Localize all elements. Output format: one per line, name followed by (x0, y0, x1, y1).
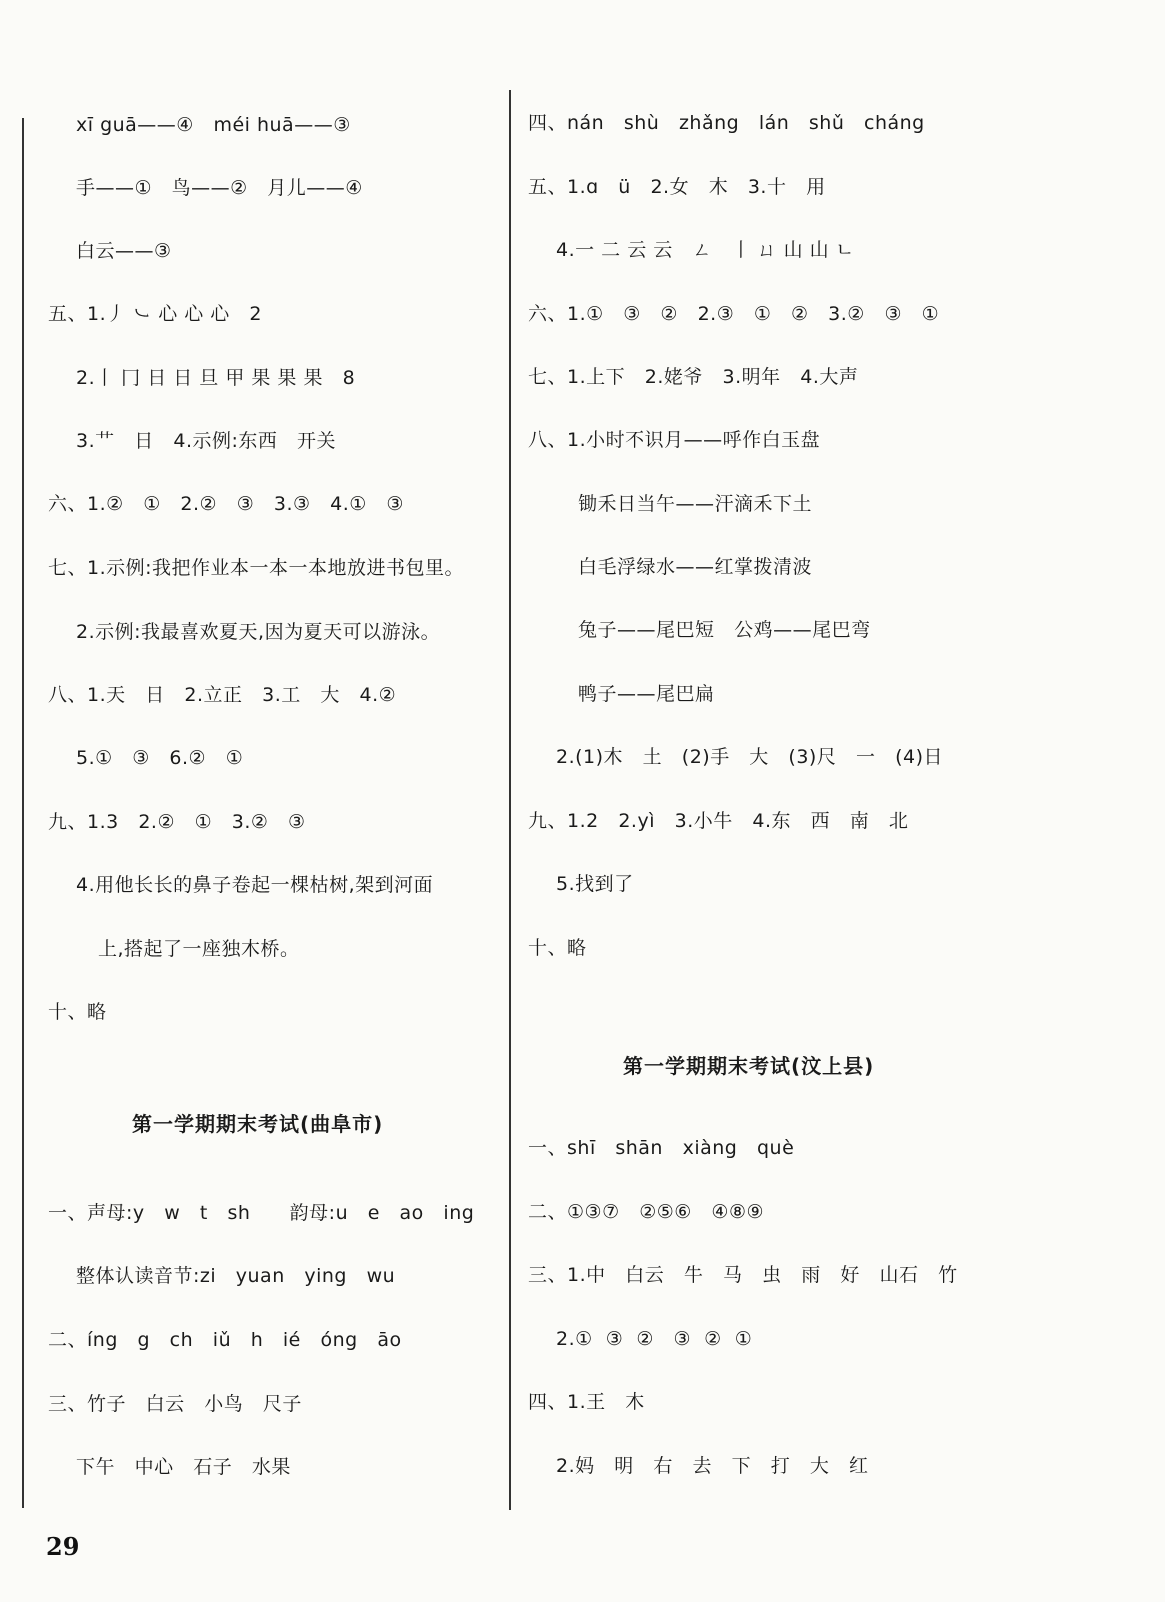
answer-line: 四、1.王 木 (528, 1391, 645, 1413)
answer-line: 八、1.天 日 2.立正 3.工 大 4.② (48, 684, 397, 706)
section-title: 第一学期期末考试(汶上县) (623, 1054, 875, 1078)
answer-line: 二、íng g ch iǔ h ié óng āo (48, 1329, 402, 1351)
answer-line: 九、1.3 2.② ① 3.② ③ (48, 811, 306, 833)
answer-line: 二、①③⑦ ②⑤⑥ ④⑧⑨ (528, 1201, 765, 1223)
answer-line: 锄禾日当午——汗滴禾下土 (578, 493, 813, 515)
answer-line: 五、1.ɑ ü 2.女 木 3.十 用 (528, 176, 826, 198)
answer-line: 4.用他长长的鼻子卷起一棵枯树,架到河面 (76, 874, 434, 896)
answer-line: 上,搭起了一座独木桥。 (98, 938, 300, 960)
answer-line: 七、1.示例:我把作业本一本一本地放进书包里。 (48, 557, 465, 579)
left-margin-rule (22, 118, 24, 1508)
answer-line: 白云——③ (76, 240, 172, 262)
answer-line: 一、声母:y w t sh 韵母:u e ao ing (48, 1202, 475, 1224)
answer-line: xī guā——④ méi huā——③ (76, 114, 351, 136)
answer-line: 四、nán shù zhǎng lán shǔ cháng (528, 112, 925, 134)
answer-line: 八、1.小时不识月——呼作白玉盘 (528, 429, 821, 451)
answer-line: 2.① ③ ② ③ ② ① (556, 1328, 753, 1350)
answer-line: 十、略 (48, 1001, 107, 1023)
answer-line: 一、shī shān xiàng què (528, 1137, 795, 1159)
answer-line: 2.示例:我最喜欢夏天,因为夏天可以游泳。 (76, 621, 441, 643)
answer-line: 三、1.中 白云 牛 马 虫 雨 好 山石 竹 (528, 1264, 958, 1286)
answer-line: 2.(1)木 土 (2)手 大 (3)尺 一 (4)日 (556, 746, 943, 768)
answer-line: 六、1.② ① 2.② ③ 3.③ 4.① ③ (48, 493, 404, 515)
answer-line: 白毛浮绿水——红掌拨清波 (578, 556, 813, 578)
answer-line: 九、1.2 2.yì 3.小牛 4.东 西 南 北 (528, 810, 909, 832)
answer-line: 2.妈 明 右 去 下 打 大 红 (556, 1455, 869, 1477)
answer-line: 4.一 二 云 云 ㄥ 丨 ㄩ 山 山 ㄴ (556, 239, 855, 261)
answer-line: 手——① 鸟——② 月儿——④ (76, 177, 363, 199)
answer-line: 鸭子——尾巴扁 (578, 683, 715, 705)
answer-line: 5.找到了 (556, 873, 634, 895)
answer-line: 整体认读音节:zi yuan ying wu (76, 1265, 396, 1287)
answer-line: 5.① ③ 6.② ① (76, 747, 244, 769)
answer-line: 下午 中心 石子 水果 (76, 1456, 291, 1478)
column-divider (509, 90, 511, 1510)
answer-line: 3.艹 日 4.示例:东西 开关 (76, 430, 337, 452)
answer-line: 十、略 (528, 937, 587, 959)
answer-line: 2.丨 冂 日 日 旦 甲 果 果 果 8 (76, 367, 356, 389)
section-title: 第一学期期末考试(曲阜市) (132, 1112, 384, 1136)
answer-line: 兔子——尾巴短 公鸡——尾巴弯 (578, 619, 871, 641)
answer-line: 七、1.上下 2.姥爷 3.明年 4.大声 (528, 366, 859, 388)
answer-line: 五、1.丿 ㇃ 心 心 心 2 (48, 303, 262, 325)
answer-line: 六、1.① ③ ② 2.③ ① ② 3.② ③ ① (528, 303, 940, 325)
page-number: 29 (46, 1532, 80, 1561)
answer-line: 三、竹子 白云 小鸟 尺子 (48, 1393, 302, 1415)
